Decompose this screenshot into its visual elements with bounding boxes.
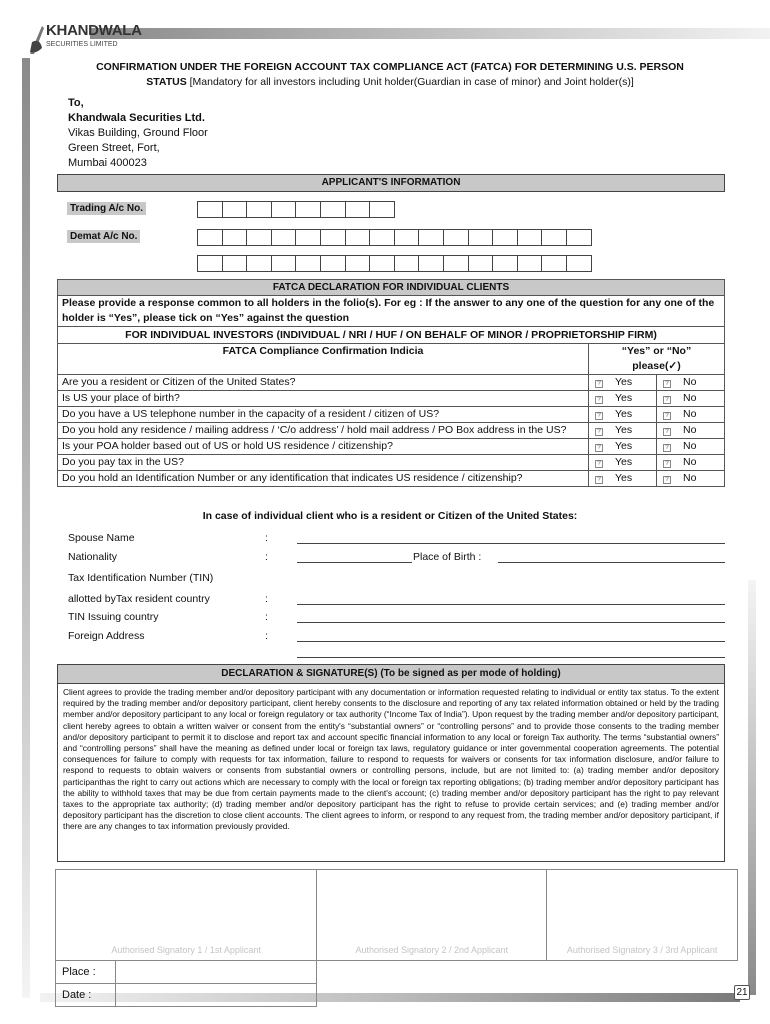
no-label: No: [683, 408, 697, 420]
checkbox-icon[interactable]: ?: [663, 428, 671, 436]
foreign-address-field[interactable]: [297, 630, 725, 642]
digit-box[interactable]: [394, 255, 420, 272]
question-text: Do you hold any residence / mailing address / ‘C/o address’ / hold mail address / PO Box address in the US?: [58, 423, 589, 439]
header-bar: [90, 28, 770, 39]
digit-box[interactable]: [345, 201, 371, 218]
yes-option[interactable]: [589, 455, 657, 471]
digit-box[interactable]: [566, 255, 592, 272]
company-logo: [28, 22, 158, 58]
yes-label: Yes: [615, 376, 633, 388]
yes-label: Yes: [615, 472, 633, 484]
fatca-subheading: FOR INDIVIDUAL INVESTORS (INDIVIDUAL / NRI / HUF / ON BEHALF OF MINOR / PROPRIETORSHIP FIRM): [58, 327, 725, 344]
digit-box[interactable]: [197, 229, 223, 246]
no-option[interactable]: [657, 455, 725, 471]
no-option[interactable]: [657, 439, 725, 455]
digit-box[interactable]: [197, 201, 223, 218]
digit-box[interactable]: [320, 255, 346, 272]
no-option[interactable]: [657, 423, 725, 439]
page-number: 21: [734, 985, 750, 1000]
form-title-line2: [60, 75, 720, 90]
tin-row: [68, 572, 728, 588]
yes-label: Yes: [615, 392, 633, 404]
digit-box[interactable]: [418, 229, 444, 246]
yes-option[interactable]: [589, 391, 657, 407]
allotted-row: [68, 593, 728, 609]
place-field[interactable]: [116, 961, 317, 984]
checkbox-icon[interactable]: ?: [595, 428, 603, 436]
demat-account-label: Demat A/c No.: [67, 230, 140, 243]
digit-box[interactable]: [345, 229, 371, 246]
digit-box[interactable]: [468, 229, 494, 246]
yes-label: Yes: [615, 424, 633, 436]
date-label: Date :: [56, 984, 116, 1007]
checkbox-icon[interactable]: ?: [595, 412, 603, 420]
no-label: No: [683, 424, 697, 436]
question-text: Do you pay tax in the US?: [58, 455, 589, 471]
address-to: To,: [68, 97, 84, 109]
col-indicia: FATCA Compliance Confirmation Indicia: [58, 344, 589, 375]
digit-box[interactable]: [271, 201, 297, 218]
digit-box[interactable]: [492, 255, 518, 272]
place-label: Place :: [56, 961, 116, 984]
digit-box[interactable]: [541, 229, 567, 246]
declaration-box: [57, 664, 725, 862]
checkbox-icon[interactable]: ?: [663, 444, 671, 452]
us-client-heading: In case of individual client who is a resident or Citizen of the United States:: [202, 510, 578, 522]
digit-box[interactable]: [222, 229, 248, 246]
no-option[interactable]: [657, 471, 725, 487]
digit-box[interactable]: [418, 255, 444, 272]
tin-country-label: TIN Issuing country: [68, 611, 159, 623]
digit-box[interactable]: [369, 201, 395, 218]
question-row: [58, 455, 725, 471]
digit-box[interactable]: [320, 229, 346, 246]
digit-box[interactable]: [443, 229, 469, 246]
digit-box[interactable]: [222, 255, 248, 272]
question-row: [58, 423, 725, 439]
digit-box[interactable]: [566, 229, 592, 246]
question-text: Do you have a US telephone number in the capacity of a resident / citizen of US?: [58, 407, 589, 423]
digit-box[interactable]: [492, 229, 518, 246]
form-title-line1: CONFIRMATION UNDER THE FOREIGN ACCOUNT TAX COMPLIANCE ACT (FATCA) FOR DETERMINING U.S. PERSON: [96, 61, 684, 73]
digit-box[interactable]: [197, 255, 223, 272]
checkbox-icon[interactable]: ?: [663, 412, 671, 420]
col-yes-no: “Yes” or “No” please(✓): [589, 344, 725, 375]
digit-box[interactable]: [222, 201, 248, 218]
no-label: No: [683, 376, 697, 388]
question-row: [58, 391, 725, 407]
yes-option[interactable]: [589, 423, 657, 439]
checkbox-icon[interactable]: ?: [663, 380, 671, 388]
signature-2-box[interactable]: Authorised Signatory 2 / 2nd Applicant: [317, 870, 547, 961]
spouse-label: Spouse Name: [68, 532, 135, 544]
logo-subtitle: SECURITIES LIMITED: [46, 41, 118, 48]
digit-box[interactable]: [271, 255, 297, 272]
trading-account-label: Trading A/c No.: [67, 202, 146, 215]
colon: :: [265, 630, 268, 642]
question-text: Is US your place of birth?: [58, 391, 589, 407]
title-note: [Mandatory for all investors including Unit holder(Guardian in case of minor) and Joint holder(s)]: [186, 76, 634, 88]
digit-box[interactable]: [320, 201, 346, 218]
recipient-address: [68, 96, 208, 171]
nationality-label: Nationality: [68, 551, 118, 563]
nationality-row: [68, 551, 728, 567]
no-label: No: [683, 472, 697, 484]
signature-table: [55, 869, 738, 1007]
yes-label: Yes: [615, 456, 633, 468]
digit-box[interactable]: [246, 201, 272, 218]
digit-box[interactable]: [394, 229, 420, 246]
digit-box[interactable]: [468, 255, 494, 272]
fatca-heading: FATCA DECLARATION FOR INDIVIDUAL CLIENTS: [58, 280, 725, 296]
demat-account-input[interactable]: [198, 229, 592, 246]
checkbox-icon[interactable]: ?: [595, 476, 603, 484]
spouse-name-row: [68, 532, 728, 548]
yes-option[interactable]: [589, 439, 657, 455]
nationality-field[interactable]: [297, 551, 412, 563]
yes-label: Yes: [615, 408, 633, 420]
date-field[interactable]: [116, 984, 317, 1007]
no-option[interactable]: [657, 391, 725, 407]
checkbox-icon[interactable]: ?: [595, 396, 603, 404]
left-decor-bar: [22, 58, 30, 998]
place-of-birth-label: Place of Birth :: [413, 551, 482, 563]
digit-box[interactable]: [271, 229, 297, 246]
signature-3-box[interactable]: Authorised Signatory 3 / 3rd Applicant: [547, 870, 738, 961]
no-label: No: [683, 440, 697, 452]
question-row: [58, 407, 725, 423]
colon: :: [265, 593, 268, 605]
address-line3: Mumbai 400023: [68, 157, 147, 169]
declaration-text: Client agrees to provide the trading member and/or depository participant with any documentation or information requested relating to individual or entity tax status. To the extent required by the trading member and/or depository participant, client hereby consents to the disclosure and reporting of any tax related information obtained or held by the trading member and/or depository participant to any local or foreign regulatory or tax authority (“Income Tax of India”). Upon request by the trading member and/or depository participant, client hereby agrees to obtain a written waiver or consent from the entity's “substantial owners” or “controlling persons” and to provide those consents to the trading member and/or depository participant to permit it to disclose and report tax and account specific financial information to any local or foreign Tax authority. The terms “substantial owners” and “controlling persons” shall have the meaning as defined under local or foreign tax laws, regulatory guidance or inter governmental cooperation agreements. The potential consequences for failure to comply with requests for tax information, failure to respond to requests for waivers or consents for tax information disclosure, and/or failure to respond to requests to obtain waivers or consents from substantial owners or controlling persons, include, but are not limited to: (a) trading member and/or depository participanthas the right to carry out actions which are necessary to comply with the local or foreign tax reporting obligations; (b) trading member and/or depository participant has the ability to withhold taxes that may be due from certain payments made to the client's account; (c) trading member and/or depository participant has the right to pay relevant taxes to the appropriate tax authority; (d) trading member and/or depository participant has the right to refuse to provide certain services; and (e) trading member and/or depository participant has the discretion to close client accounts. The client agrees to inform, or respond to any request from, the trading member and/or depository participant, if there are any changes to tax information previously provided.: [63, 687, 719, 832]
yes-option[interactable]: [589, 471, 657, 487]
tin-allotted-field[interactable]: [297, 593, 725, 605]
logo-brand: KHANDWALA: [46, 22, 142, 39]
checkbox-icon[interactable]: ?: [595, 380, 603, 388]
question-text: Are you a resident or Citizen of the United States?: [58, 375, 589, 391]
address-line1: Vikas Building, Ground Floor: [68, 127, 208, 139]
digit-box[interactable]: [295, 201, 321, 218]
digit-box[interactable]: [369, 229, 395, 246]
foreign-address-label: Foreign Address: [68, 630, 145, 642]
colon: :: [265, 611, 268, 623]
yes-option[interactable]: [589, 407, 657, 423]
tin-label: Tax Identification Number (TIN): [68, 572, 214, 584]
digit-box[interactable]: [295, 255, 321, 272]
question-row: [58, 375, 725, 391]
question-text: Do you hold an Identification Number or any identification that indicates US residence / citizenship?: [58, 471, 589, 487]
digit-box[interactable]: [246, 255, 272, 272]
demat-account-input-2[interactable]: [198, 255, 592, 272]
foreign-address-row: [68, 630, 728, 646]
question-row: [58, 471, 725, 487]
colon: :: [265, 532, 268, 544]
fatca-instruction: Please provide a response common to all holders in the folio(s). For eg : If the answer to any one of the question for any one of the holder is “Yes”, please tick on “Yes” against the question: [58, 296, 725, 327]
tin-country-row: [68, 611, 728, 627]
yes-label: Yes: [615, 440, 633, 452]
digit-box[interactable]: [345, 255, 371, 272]
checkbox-icon[interactable]: ?: [663, 460, 671, 468]
foreign-address-field-2[interactable]: [297, 646, 725, 658]
no-option[interactable]: [657, 407, 725, 423]
digit-box[interactable]: [369, 255, 395, 272]
place-of-birth-field[interactable]: [498, 551, 725, 563]
digit-box[interactable]: [517, 255, 543, 272]
digit-box[interactable]: [517, 229, 543, 246]
address-line2: Green Street, Fort,: [68, 142, 160, 154]
digit-box[interactable]: [443, 255, 469, 272]
signature-1-box[interactable]: Authorised Signatory 1 / 1st Applicant: [56, 870, 317, 961]
checkbox-icon[interactable]: ?: [663, 476, 671, 484]
spouse-name-field[interactable]: [297, 532, 725, 544]
no-label: No: [683, 392, 697, 404]
declaration-heading: DECLARATION & SIGNATURE(S) (To be signed as per mode of holding): [58, 665, 724, 684]
right-decor-bar: [748, 580, 756, 995]
no-option[interactable]: [657, 375, 725, 391]
question-row: [58, 439, 725, 455]
fatca-table: [57, 279, 725, 487]
tin-country-field[interactable]: [297, 611, 725, 623]
yes-option[interactable]: [589, 375, 657, 391]
trading-account-input[interactable]: [198, 201, 395, 218]
checkbox-icon[interactable]: ?: [595, 460, 603, 468]
applicant-info-heading: APPLICANT'S INFORMATION: [57, 174, 725, 192]
allotted-label: allotted byTax resident country: [68, 593, 210, 605]
address-company: Khandwala Securities Ltd.: [68, 112, 205, 124]
checkbox-icon[interactable]: ?: [663, 396, 671, 404]
digit-box[interactable]: [246, 229, 272, 246]
question-text: Is your POA holder based out of US or hold US residence / citizenship?: [58, 439, 589, 455]
digit-box[interactable]: [295, 229, 321, 246]
digit-box[interactable]: [541, 255, 567, 272]
no-label: No: [683, 456, 697, 468]
logo-mark-icon: [28, 24, 46, 56]
title-status: STATUS: [146, 76, 187, 88]
colon: :: [265, 551, 268, 563]
checkbox-icon[interactable]: ?: [595, 444, 603, 452]
